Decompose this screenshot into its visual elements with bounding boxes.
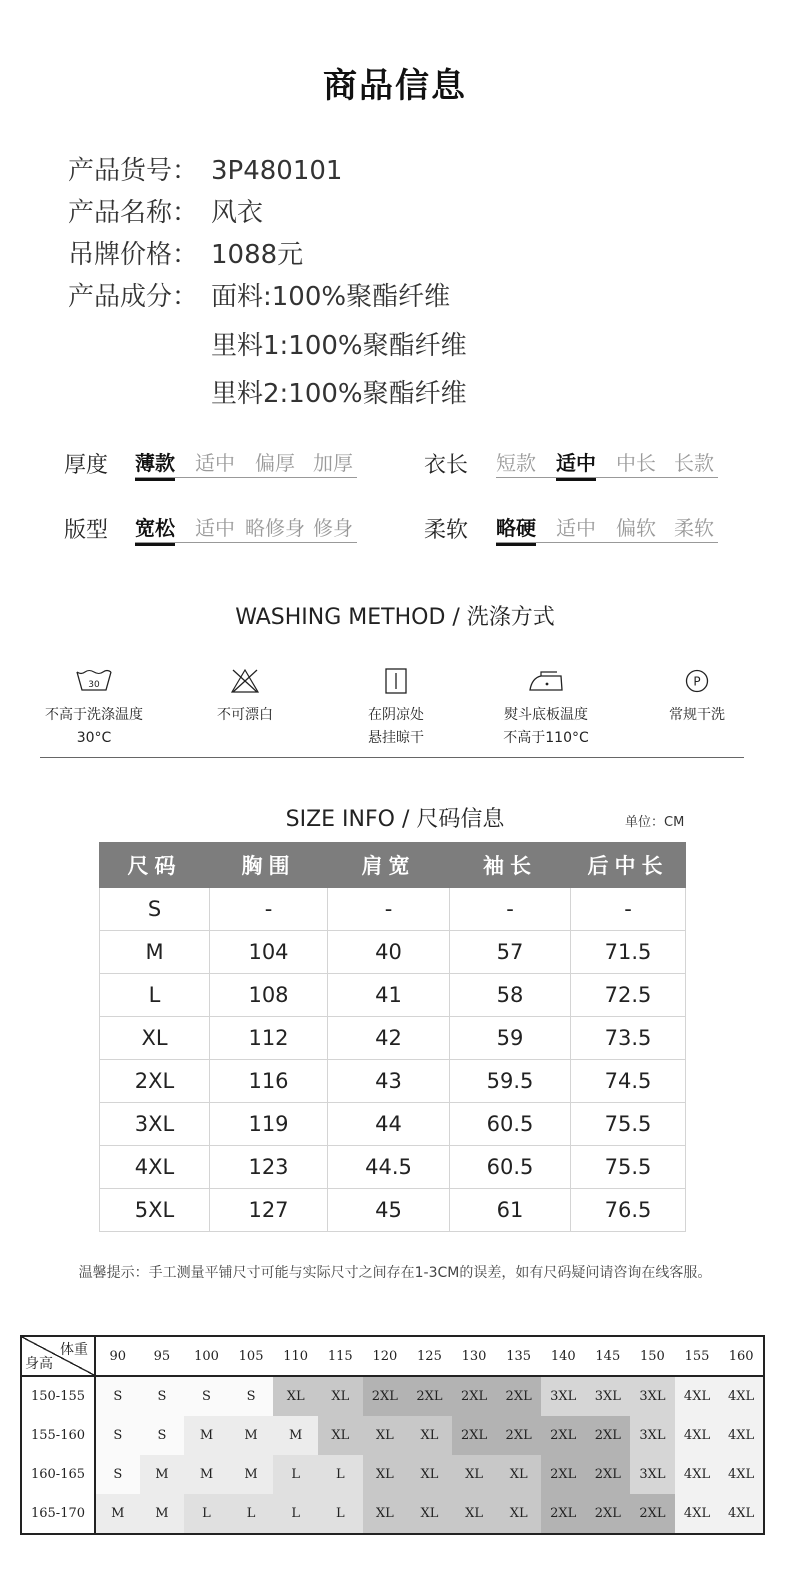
- recommend-header-row: [21, 1336, 764, 1376]
- recommend-size-cell: XL: [363, 1494, 408, 1534]
- size-table-cell: 40: [328, 931, 450, 974]
- recommend-size-cell: 3XL: [630, 1376, 675, 1416]
- recommend-size-cell: XL: [407, 1416, 452, 1455]
- size-header-cell: 袖长: [450, 843, 571, 888]
- size-table-cell: 58: [450, 974, 571, 1017]
- wash-item-dry: [321, 668, 471, 750]
- size-table-cell: 112: [210, 1017, 328, 1060]
- weight-header-cell: 120: [363, 1336, 408, 1376]
- size-header-cell: 尺码: [100, 843, 210, 888]
- attr-label-thickness: 厚度: [64, 453, 109, 478]
- attr-option: 短款: [496, 451, 536, 475]
- size-table-row: [100, 1146, 686, 1189]
- recommend-size-cell: S: [229, 1376, 274, 1416]
- weight-header-cell: 100: [184, 1336, 229, 1376]
- recommend-size-cell: 4XL: [675, 1455, 720, 1494]
- size-table-row: [100, 931, 686, 974]
- info-lining-2: 里料2:100%聚酯纤维: [211, 379, 467, 409]
- size-table-cell: 2XL: [100, 1060, 210, 1103]
- size-header-cell: 肩宽: [328, 843, 450, 888]
- weight-header-cell: 135: [496, 1336, 541, 1376]
- height-range-cell: 150-155: [21, 1376, 95, 1416]
- info-row-price: [68, 234, 303, 274]
- size-note: 温馨提示：手工测量平铺尺寸可能与实际尺寸之间存在1-3CM的误差，如有尺码疑问请咨询在线客服。: [78, 1265, 712, 1281]
- recommend-size-cell: XL: [318, 1416, 363, 1455]
- attr-option: 薄款: [135, 447, 175, 476]
- size-table-cell: S: [100, 888, 210, 931]
- recommend-size-cell: M: [229, 1455, 274, 1494]
- attr-option: 略硬: [496, 512, 536, 541]
- recommend-size-cell: S: [95, 1455, 140, 1494]
- recommend-row: [21, 1455, 764, 1494]
- recommend-size-cell: XL: [496, 1494, 541, 1534]
- no-bleach-icon: [226, 668, 264, 694]
- height-range-cell: 155-160: [21, 1416, 95, 1455]
- recommend-size-cell: S: [95, 1416, 140, 1455]
- size-table-cell: 75.5: [571, 1103, 686, 1146]
- height-label: 身高: [25, 1356, 53, 1372]
- size-table-cell: 44.5: [328, 1146, 450, 1189]
- size-unit: 单位：CM: [625, 815, 685, 830]
- attr-option: 柔软: [674, 516, 714, 540]
- recommend-size-cell: M: [229, 1416, 274, 1455]
- attr-option: 适中: [195, 516, 235, 540]
- attr-option: 略修身: [245, 516, 305, 540]
- size-table-cell: XL: [100, 1017, 210, 1060]
- attr-option: 偏软: [616, 516, 656, 540]
- info-value: 3P480101: [211, 156, 343, 186]
- recommend-size-cell: 2XL: [496, 1376, 541, 1416]
- wash-text-line1: 在阴凉处: [368, 707, 424, 723]
- recommend-size-cell: M: [184, 1455, 229, 1494]
- recommend-size-cell: S: [184, 1376, 229, 1416]
- size-table-cell: 119: [210, 1103, 328, 1146]
- wash-item-dryclean: [622, 668, 772, 727]
- size-table-cell: 60.5: [450, 1103, 571, 1146]
- size-table-cell: 57: [450, 931, 571, 974]
- recommend-size-cell: S: [140, 1416, 185, 1455]
- recommend-corner-cell: [21, 1336, 95, 1376]
- size-table-cell: 72.5: [571, 974, 686, 1017]
- attr-options-thickness: [135, 447, 357, 478]
- recommend-size-cell: 3XL: [630, 1416, 675, 1455]
- recommend-size-cell: L: [318, 1494, 363, 1534]
- weight-header-cell: 160: [719, 1336, 764, 1376]
- size-table-row: [100, 1189, 686, 1232]
- weight-header-cell: 140: [541, 1336, 586, 1376]
- recommend-size-cell: 2XL: [452, 1376, 497, 1416]
- attr-label-length: 衣长: [424, 453, 469, 478]
- recommend-size-cell: 2XL: [541, 1416, 586, 1455]
- wash-text-line1: 常规干洗: [669, 707, 725, 723]
- recommend-size-cell: 4XL: [719, 1455, 764, 1494]
- recommend-size-cell: L: [229, 1494, 274, 1534]
- size-table-cell: 104: [210, 931, 328, 974]
- info-label: 产品货号：: [68, 156, 199, 186]
- attr-option: 适中: [556, 516, 596, 540]
- size-table-cell: -: [328, 888, 450, 931]
- wash-30-icon: [75, 668, 113, 694]
- size-table-cell: 44: [328, 1103, 450, 1146]
- recommend-size-cell: M: [140, 1455, 185, 1494]
- attr-option: 长款: [674, 451, 714, 475]
- size-table-cell: 5XL: [100, 1189, 210, 1232]
- recommend-size-cell: 3XL: [630, 1455, 675, 1494]
- recommend-size-cell: 4XL: [675, 1494, 720, 1534]
- attr-option: 适中: [556, 447, 596, 476]
- recommend-row: [21, 1494, 764, 1534]
- size-table-cell: 4XL: [100, 1146, 210, 1189]
- size-table-row: [100, 1103, 686, 1146]
- recommend-size-cell: 2XL: [630, 1494, 675, 1534]
- wash-item-temperature: [19, 668, 169, 750]
- weight-header-cell: 90: [95, 1336, 140, 1376]
- info-row-material: [68, 276, 450, 316]
- info-value: 1088元: [211, 240, 304, 270]
- attr-option: 加厚: [313, 451, 353, 475]
- size-table-cell: 71.5: [571, 931, 686, 974]
- size-table-cell: 42: [328, 1017, 450, 1060]
- recommend-size-cell: M: [140, 1494, 185, 1534]
- wash-item-bleach: [170, 668, 320, 727]
- weight-header-cell: 110: [273, 1336, 318, 1376]
- wash-text-line1: 不高于洗涤温度: [45, 707, 143, 723]
- size-table-cell: L: [100, 974, 210, 1017]
- info-label: 产品名称：: [68, 198, 199, 228]
- wash-text-line1: 不可漂白: [217, 707, 273, 723]
- weight-label: 体重: [60, 1342, 88, 1358]
- attr-option: 修身: [313, 516, 353, 540]
- recommend-size-cell: 2XL: [586, 1416, 631, 1455]
- size-table-cell: 75.5: [571, 1146, 686, 1189]
- recommend-size-cell: 2XL: [541, 1494, 586, 1534]
- weight-header-cell: 105: [229, 1336, 274, 1376]
- weight-header-cell: 145: [586, 1336, 631, 1376]
- size-table-cell: 74.5: [571, 1060, 686, 1103]
- size-table-cell: 41: [328, 974, 450, 1017]
- info-label: 产品成分：: [68, 282, 199, 312]
- attr-options-fit: [135, 512, 357, 543]
- svg-text:P: P: [693, 674, 701, 689]
- size-table-row: [100, 1060, 686, 1103]
- attr-label-fit: 版型: [64, 518, 109, 543]
- line-dry-shade-icon: [377, 668, 415, 694]
- size-table-cell: 59: [450, 1017, 571, 1060]
- size-recommend-table: [20, 1335, 765, 1535]
- recommend-size-cell: 4XL: [675, 1376, 720, 1416]
- size-header-cell: 胸围: [210, 843, 328, 888]
- attr-option: 适中: [195, 451, 235, 475]
- weight-header-cell: 155: [675, 1336, 720, 1376]
- size-table-cell: 127: [210, 1189, 328, 1232]
- recommend-size-cell: 4XL: [719, 1494, 764, 1534]
- recommend-size-cell: S: [95, 1376, 140, 1416]
- attr-option: 中长: [616, 451, 656, 475]
- recommend-row: [21, 1416, 764, 1455]
- wash-item-iron: [471, 668, 621, 750]
- page-title: 商品信息: [323, 66, 467, 106]
- size-table-cell: 116: [210, 1060, 328, 1103]
- recommend-size-cell: M: [273, 1416, 318, 1455]
- size-table-row: [100, 1017, 686, 1060]
- size-table-cell: -: [571, 888, 686, 931]
- size-table-cell: 123: [210, 1146, 328, 1189]
- size-table-cell: 60.5: [450, 1146, 571, 1189]
- recommend-size-cell: 2XL: [452, 1416, 497, 1455]
- washing-title: WASHING METHOD / 洗涤方式: [235, 605, 555, 630]
- recommend-size-cell: 4XL: [675, 1416, 720, 1455]
- height-range-cell: 160-165: [21, 1455, 95, 1494]
- weight-header-cell: 130: [452, 1336, 497, 1376]
- size-table-cell: -: [210, 888, 328, 931]
- size-table-cell: 76.5: [571, 1189, 686, 1232]
- recommend-size-cell: XL: [407, 1455, 452, 1494]
- recommend-size-cell: XL: [318, 1376, 363, 1416]
- recommend-size-cell: XL: [363, 1455, 408, 1494]
- size-table-cell: 73.5: [571, 1017, 686, 1060]
- attr-option: 宽松: [135, 512, 175, 541]
- recommend-size-cell: XL: [407, 1494, 452, 1534]
- weight-header-cell: 95: [140, 1336, 185, 1376]
- size-table-cell: 43: [328, 1060, 450, 1103]
- recommend-size-cell: L: [184, 1494, 229, 1534]
- recommend-size-cell: 3XL: [586, 1376, 631, 1416]
- info-value: 风衣: [211, 198, 264, 228]
- recommend-size-cell: 2XL: [541, 1455, 586, 1494]
- recommend-size-cell: 2XL: [363, 1376, 408, 1416]
- size-table: [99, 842, 686, 1232]
- info-lining-1: 里料1:100%聚酯纤维: [211, 331, 467, 361]
- size-table-cell: 61: [450, 1189, 571, 1232]
- recommend-size-cell: XL: [273, 1376, 318, 1416]
- recommend-size-cell: 2XL: [586, 1455, 631, 1494]
- height-range-cell: 165-170: [21, 1494, 95, 1534]
- info-row-name: [68, 192, 263, 232]
- size-table-cell: 45: [328, 1189, 450, 1232]
- info-value: 面料:100%聚酯纤维: [211, 282, 451, 312]
- recommend-size-cell: L: [273, 1494, 318, 1534]
- svg-text:30: 30: [88, 680, 100, 690]
- size-table-cell: 3XL: [100, 1103, 210, 1146]
- size-table-cell: 108: [210, 974, 328, 1017]
- attr-label-softness: 柔软: [424, 518, 469, 543]
- size-table-row: [100, 974, 686, 1017]
- size-table-row: [100, 888, 686, 931]
- recommend-size-cell: 2XL: [586, 1494, 631, 1534]
- recommend-size-cell: 2XL: [407, 1376, 452, 1416]
- iron-icon: [527, 668, 565, 694]
- size-info-title: SIZE INFO / 尺码信息: [285, 807, 505, 832]
- washing-divider: [40, 757, 744, 758]
- recommend-size-cell: L: [318, 1455, 363, 1494]
- size-table-cell: M: [100, 931, 210, 974]
- recommend-size-cell: 2XL: [496, 1416, 541, 1455]
- recommend-size-cell: 4XL: [719, 1376, 764, 1416]
- recommend-size-cell: XL: [496, 1455, 541, 1494]
- recommend-size-cell: XL: [452, 1455, 497, 1494]
- wash-text-line2: 不高于110°C: [503, 730, 589, 746]
- recommend-size-cell: XL: [452, 1494, 497, 1534]
- wash-text-line2: 悬挂晾干: [368, 730, 424, 746]
- recommend-size-cell: M: [184, 1416, 229, 1455]
- weight-header-cell: 150: [630, 1336, 675, 1376]
- recommend-size-cell: L: [273, 1455, 318, 1494]
- size-table-cell: 59.5: [450, 1060, 571, 1103]
- recommend-row: [21, 1376, 764, 1416]
- weight-header-cell: 115: [318, 1336, 363, 1376]
- attr-option: 偏厚: [255, 451, 295, 475]
- info-label: 吊牌价格：: [68, 240, 199, 270]
- info-row-sku: [68, 150, 342, 190]
- size-table-header: [100, 843, 686, 888]
- weight-header-cell: 125: [407, 1336, 452, 1376]
- recommend-size-cell: S: [140, 1376, 185, 1416]
- size-header-cell: 后中长: [571, 843, 686, 888]
- wash-text-line1: 熨斗底板温度: [504, 707, 588, 723]
- recommend-size-cell: 4XL: [719, 1416, 764, 1455]
- attr-options-length: [496, 447, 718, 478]
- size-table-cell: -: [450, 888, 571, 931]
- recommend-size-cell: XL: [363, 1416, 408, 1455]
- attr-options-softness: [496, 512, 718, 543]
- wash-text-line2: 30°C: [76, 730, 112, 746]
- recommend-size-cell: 3XL: [541, 1376, 586, 1416]
- recommend-size-cell: M: [95, 1494, 140, 1534]
- dry-clean-icon: [678, 668, 716, 694]
